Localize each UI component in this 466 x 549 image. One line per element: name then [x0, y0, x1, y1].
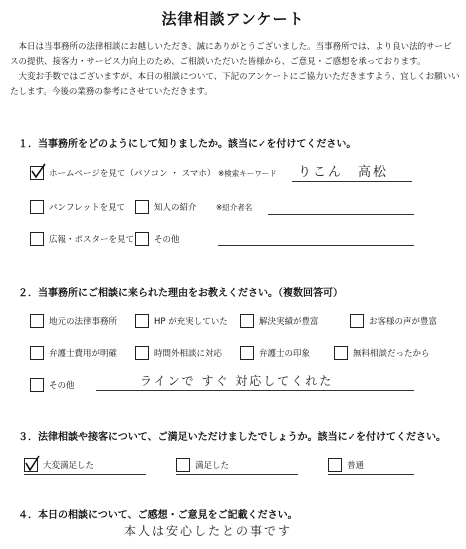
- option-referral-label: 知人の紹介: [154, 203, 197, 213]
- checkbox-satisfied[interactable]: [176, 458, 190, 472]
- checkbox-afterhours[interactable]: [135, 346, 149, 360]
- intro-text: [10, 40, 460, 100]
- comment-answer: 本人は安心したとの事です: [124, 524, 293, 538]
- other-q2-underline: [96, 390, 414, 391]
- checkbox-fee[interactable]: [30, 346, 44, 360]
- option-poster-label: 広報・ポスターを見て: [49, 235, 135, 245]
- question-4: ４．本日の相談について、ご感想・ご意見をご記載ください。: [18, 510, 298, 521]
- option-very-satisfied-label: 大変満足した: [43, 461, 95, 471]
- checkbox-record[interactable]: [240, 314, 254, 328]
- option-fee-label: 弁護士費用が明確: [49, 349, 118, 359]
- option-impression[interactable]: [240, 346, 310, 360]
- option-other-q1-label: その他: [154, 235, 180, 245]
- normal-underline: [328, 474, 414, 475]
- option-pamphlet-label: パンフレットを見て: [49, 203, 126, 213]
- option-record-label: 解決実績が豊富: [259, 317, 319, 327]
- option-voices[interactable]: [350, 314, 437, 328]
- option-normal-label: 普通: [347, 461, 365, 471]
- option-other-q2-label: その他: [49, 381, 75, 391]
- option-voices-label: お客様の声が豊富: [369, 317, 438, 327]
- question-1: １．当事務所をどのようにして知りましたか。該当に✓を付けてください。: [18, 139, 357, 150]
- checkbox-local[interactable]: [30, 314, 44, 328]
- option-free-label: 無料相談だったから: [353, 349, 430, 359]
- option-hp-label: HP が充実していた: [154, 317, 228, 327]
- keyword-underline: [292, 181, 412, 182]
- option-fee[interactable]: [30, 346, 117, 360]
- option-impression-label: 弁護士の印象: [259, 349, 311, 359]
- option-hp[interactable]: [135, 314, 228, 328]
- question-3: ３．法律相談や接客について、ご満足いただけましたでしょうか。該当に✓を付けてください。: [18, 432, 446, 443]
- option-poster[interactable]: [30, 232, 134, 246]
- option-satisfied[interactable]: [176, 458, 229, 472]
- option-local[interactable]: [30, 314, 117, 328]
- checkbox-normal[interactable]: [328, 458, 342, 472]
- option-homepage-label: ホームページを見て（パソコン ・ スマホ）: [49, 169, 216, 179]
- option-local-label: 地元の法律事務所: [49, 317, 118, 327]
- other-q1-underline: [218, 245, 414, 246]
- option-free[interactable]: [334, 346, 430, 360]
- checkbox-hp[interactable]: [135, 314, 149, 328]
- checkbox-very-satisfied[interactable]: [24, 458, 38, 472]
- option-referral[interactable]: [135, 200, 197, 214]
- option-record[interactable]: [240, 314, 319, 328]
- option-pamphlet[interactable]: [30, 200, 125, 214]
- very-satisfied-underline: [24, 474, 146, 475]
- checkbox-pamphlet[interactable]: [30, 200, 44, 214]
- checkbox-referral[interactable]: [135, 200, 149, 214]
- page-title: 法律相談アンケート: [161, 10, 305, 28]
- keyword-value: りこん 高松: [298, 165, 389, 180]
- referrer-label: ※紹介者名: [216, 203, 253, 212]
- option-very-satisfied[interactable]: [24, 458, 94, 472]
- option-other-q1[interactable]: [135, 232, 180, 246]
- other-q2-value: ラインで すぐ 対応してくれた: [140, 374, 334, 388]
- question-2: ２．当事務所にご相談に来られた理由をお教えください。（複数回答可）: [18, 288, 343, 299]
- referrer-underline: [268, 214, 414, 215]
- checkbox-free[interactable]: [334, 346, 348, 360]
- option-normal[interactable]: [328, 458, 364, 472]
- checkbox-homepage[interactable]: [30, 166, 44, 180]
- option-homepage[interactable]: [30, 166, 215, 180]
- option-other-q2[interactable]: [30, 378, 75, 392]
- checkbox-poster[interactable]: [30, 232, 44, 246]
- check-mark-icon: [29, 162, 47, 180]
- check-mark-icon: [23, 454, 41, 472]
- intro-paragraph-2: 大変お手数ではございますが、本日の相談について、下記のアンケートにご協力いただきますよう、宜しくお願いいたします。今後の業務の参考にさせていただきます。: [10, 72, 460, 97]
- checkbox-other-q1[interactable]: [135, 232, 149, 246]
- intro-paragraph-1: 本日は当事務所の法律相談にお越しいただき、誠にありがとうございました。当事務所では、より良い法的サービスの提供、接客力・サービス力向上のため、ご相談いただいた皆様から、ご意見・ご感想を承っております。: [10, 42, 452, 67]
- keyword-label: ※検索キーワード: [218, 169, 277, 178]
- option-satisfied-label: 満足した: [195, 461, 230, 471]
- checkbox-impression[interactable]: [240, 346, 254, 360]
- satisfied-underline: [176, 474, 298, 475]
- checkbox-other-q2[interactable]: [30, 378, 44, 392]
- option-afterhours[interactable]: [135, 346, 222, 360]
- checkbox-voices[interactable]: [350, 314, 364, 328]
- option-afterhours-label: 時間外相談に対応: [154, 349, 223, 359]
